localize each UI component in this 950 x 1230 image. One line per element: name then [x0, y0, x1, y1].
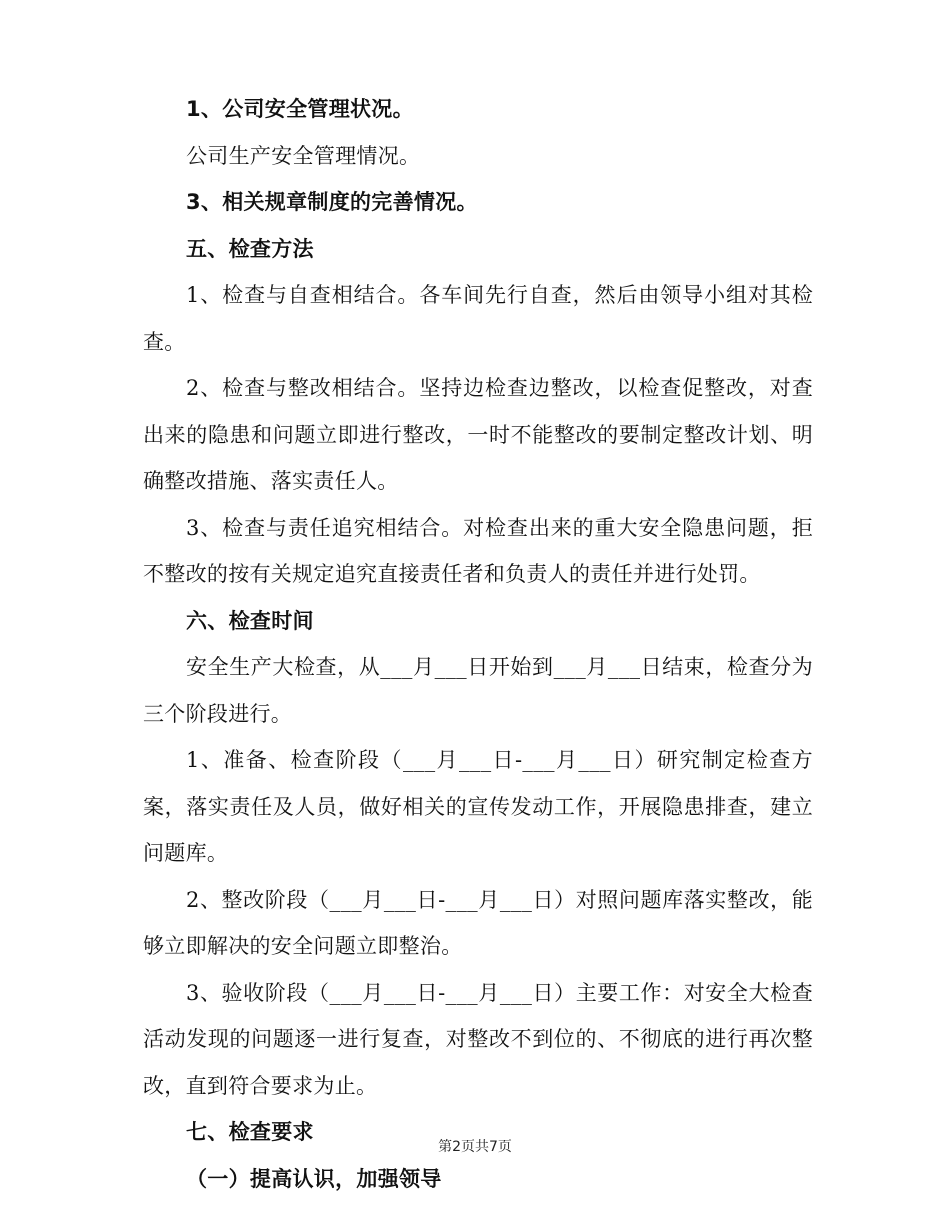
paragraph-method-2: 2、检查与整改相结合。坚持边检查边整改，以检查促整改，对查出来的隐患和问题立即进行整改，一时不能整改的要制定整改计划、明确整改措施、落实责任人。 — [143, 376, 813, 493]
section-heading-5: 五、检查方法 — [186, 236, 314, 261]
paragraph-time-3: 3、验收阶段（___月___日-___月___日）主要工作：对安全大检查活动发现的问题逐一进行复查，对整改不到位的、不彻底的进行再次整改，直到符合要求为止。 — [143, 980, 813, 1098]
paragraph-heading-1: 1、公司安全管理状况。 — [186, 97, 414, 121]
section-heading-7: 七、检查要求 — [186, 1120, 314, 1144]
subsection-heading-1: （一）提高认识，加强领导 — [186, 1166, 442, 1191]
section-heading-6: 六、检查时间 — [186, 608, 314, 633]
paragraph-text-1: 公司生产安全管理情况。 — [186, 143, 421, 168]
document-body — [143, 86, 813, 1202]
paragraph-method-1: 1、检查与自查相结合。各车间先行自查，然后由领导小组对其检查。 — [143, 283, 813, 354]
paragraph-method-3: 3、检查与责任追究相结合。对检查出来的重大安全隐患问题，拒不整改的按有关规定追究直接责任者和负责人的责任并进行处罚。 — [143, 515, 813, 586]
paragraph-heading-3: 3、相关规章制度的完善情况。 — [186, 190, 478, 214]
page-number: 第2页共7页 — [438, 1139, 512, 1155]
paragraph-time-2: 2、整改阶段（___月___日-___月___日）对照问题库落实整改，能够立即解决的安全问题立即整治。 — [143, 887, 813, 958]
paragraph-time-1: 1、准备、检查阶段（___月___日-___月___日）研究制定检查方案，落实责任及人员，做好相关的宣传发动工作，开展隐患排查，建立问题库。 — [143, 748, 813, 865]
paragraph-time-intro: 安全生产大检查，从___月___日开始到___月___日结束，检查分为三个阶段进行。 — [143, 655, 813, 726]
